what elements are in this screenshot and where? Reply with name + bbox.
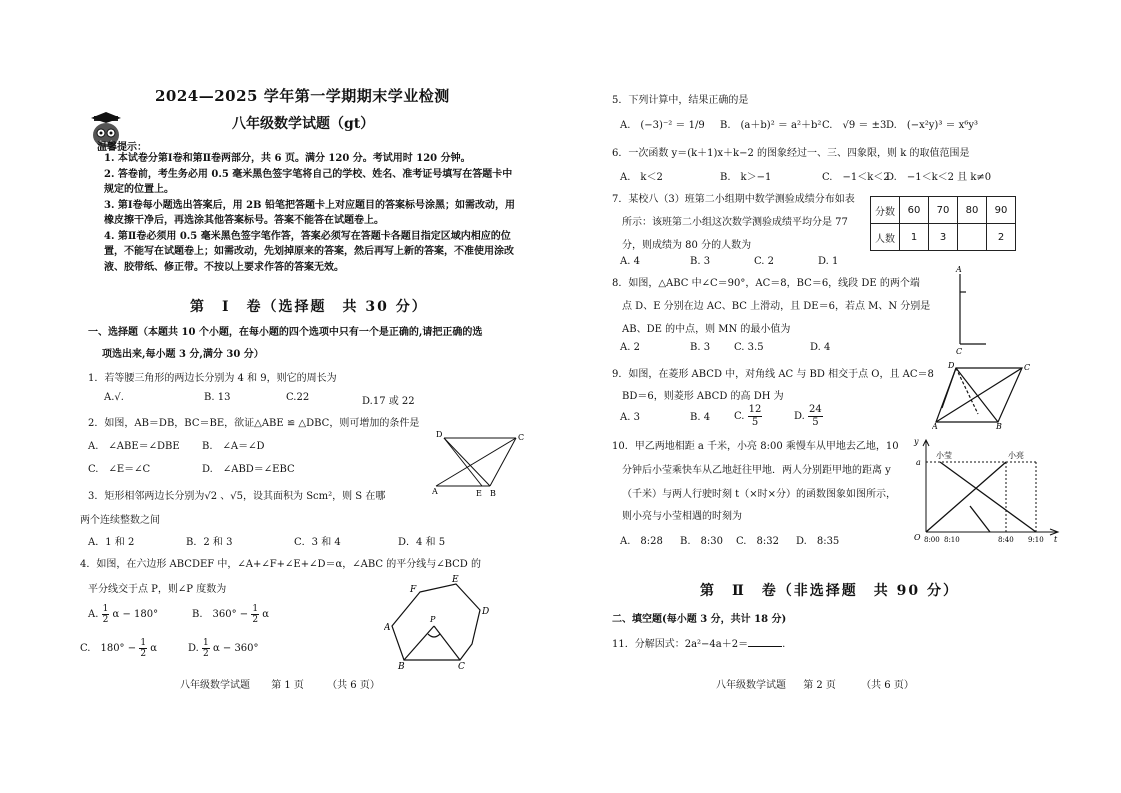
question-2-stem: 2．如图，AB＝DB，BC＝BE，欲证△ABE ≌ △DBC，则可增加的条件是: [88, 418, 420, 429]
fig-label: C: [518, 433, 525, 442]
question-9-stem: 9．如图，在菱形 ABCD 中，对角线 AC 与 BD 相交于点 O，且 AC＝8: [612, 369, 934, 380]
fig-label: E: [452, 575, 459, 585]
table-cell: 80: [958, 197, 987, 224]
q2-option-c: C. ∠E＝∠C: [88, 464, 151, 475]
question-4-stem: 4．如图，在六边形 ABCDEF 中，∠A+∠F+∠E+∠D＝α，∠ABC 的平分线与∠BCD 的: [80, 559, 481, 570]
q10-distance-time-graph: [910, 436, 1062, 548]
question-6-stem: 6．一次函数 y＝(k＋1)x＋k−2 的图象经过一、三、四象限，则 k 的取值范围是: [612, 148, 970, 159]
q7-option-d: D. 1: [818, 256, 839, 267]
y-axis-label: y: [914, 437, 919, 446]
table-row: [871, 224, 1016, 251]
table-row: [871, 197, 1016, 224]
q10-option-a: A. 8:28: [620, 536, 663, 547]
q8-option-b: B. 3: [690, 342, 711, 353]
q2-option-b: B. ∠A＝∠D: [202, 441, 265, 452]
q1-option-b: B. 13: [204, 392, 231, 403]
q7-option-b: B. 3: [690, 256, 711, 267]
exam-title: 2024—2025 学年第一学期期末学业检测: [155, 87, 450, 105]
series-label: 小莹: [936, 451, 952, 460]
table-cell: 分数: [871, 197, 900, 224]
part-1-heading-cont: 项选出来,每小题 3 分,满分 30 分）: [102, 349, 264, 360]
q10-option-b: B. 8:30: [680, 536, 723, 547]
q8-option-c: C. 3.5: [734, 342, 764, 353]
question-3-stem: 3．矩形相邻两边长分别为√2 、√5，设其面积为 Scm²，则 S 在哪: [88, 491, 386, 502]
tick-label: 8:10: [944, 536, 960, 544]
page-1-footer: 八年级数学试题 第 1 页 （共 6 页）: [180, 680, 380, 691]
question-4-stem-cont: 平分线交于点 P，则∠P 度数为: [88, 584, 227, 595]
q9-rhombus-figure: [932, 358, 1032, 430]
q7-option-c: C. 2: [754, 256, 775, 267]
q9-option-a: A. 3: [620, 412, 640, 423]
q9-option-d: D. $\frac{24}{5}$: [794, 404, 822, 428]
q10-option-c: C. 8:32: [736, 536, 779, 547]
part-1-heading: 一、选择题（本题共 10 个小题，在每小题的四个选项中只有一个是正确的,请把正确的选: [88, 327, 483, 338]
q6-option-c: C. −1＜k＜2: [822, 172, 890, 183]
q2-triangle-figure: [432, 428, 528, 498]
table-cell: 90: [987, 197, 1016, 224]
q7-score-table: [870, 196, 1016, 251]
fig-label: B: [996, 422, 1002, 430]
exam-subtitle: 八年级数学试题（gt）: [232, 116, 375, 132]
q1-option-d: D.17 或 22: [362, 396, 415, 407]
question-10-stem-cont3: 则小亮与小莹相遇的时刻为: [622, 511, 742, 522]
question-10-stem-cont: 分钟后小莹乘快车从乙地赶往甲地．两人分别距甲地的距离 y: [622, 465, 891, 476]
part-2-heading: 二、填空题(每小题 3 分，共计 18 分): [612, 614, 787, 625]
q9-option-c: C. $\frac{12}{5}$: [734, 404, 762, 428]
q7-option-a: A. 4: [620, 256, 640, 267]
answer-blank: [748, 637, 782, 647]
fig-label: F: [410, 585, 417, 595]
q5-option-c: C. √9 ＝ ±3: [822, 120, 887, 131]
table-cell: 3: [929, 224, 958, 251]
q6-option-d: D. −1＜k＜2 且 k≠0: [886, 172, 992, 183]
q6-option-a: A. k＜2: [620, 172, 663, 183]
table-cell: 70: [929, 197, 958, 224]
table-cell: 1: [900, 224, 929, 251]
table-cell: 人数: [871, 224, 900, 251]
question-8-stem-cont2: AB、DE 的中点，则 MN 的最小值为: [622, 324, 791, 335]
fig-label: B: [398, 662, 405, 670]
tick-label: 8:40: [998, 536, 1014, 544]
page-2-footer: 八年级数学试题 第 2 页 （共 6 页）: [716, 680, 914, 691]
question-7-stem-cont2: 分，则成绩为 80 分的人数为: [622, 240, 752, 251]
q4-option-d: D. $\frac{1}{2}$ α − 360°: [188, 638, 259, 659]
q4-option-c: C. 180° − $\frac{1}{2}$ α: [80, 638, 157, 659]
fig-label: E: [476, 489, 482, 498]
origin-label: O: [914, 533, 921, 542]
fig-label: B: [490, 489, 496, 498]
question-7-stem: 7．某校八（3）班第二小组期中数学测验成绩分布如表: [612, 194, 855, 205]
q3-option-a: A．1 和 2: [88, 537, 135, 548]
q1-option-c: C.22: [286, 392, 310, 403]
fig-label: D: [948, 361, 955, 370]
series-label: 小亮: [1008, 451, 1024, 460]
q4-hexagon-figure: [384, 574, 494, 670]
fig-label: C: [956, 347, 963, 356]
notice-title: 温馨提示：: [97, 142, 147, 153]
question-10-stem: 10．甲乙两地相距 a 千米，小亮 8:00 乘慢车从甲地去乙地，10: [612, 441, 899, 452]
q5-option-b: B. (a＋b)² ＝ a²＋b²: [720, 120, 822, 131]
question-8-stem: 8．如图，△ABC 中∠C＝90°，AC＝8，BC＝6，线段 DE 的两个端: [612, 278, 920, 289]
tick-label: 8:00: [924, 536, 940, 544]
question-11-stem: 11．分解因式：2a²−4a＋2＝ .: [612, 639, 786, 650]
a-label: a: [916, 458, 921, 467]
fig-label: A: [432, 487, 438, 496]
q10-option-d: D. 8:35: [796, 536, 840, 547]
table-cell: 2: [987, 224, 1016, 251]
q9-option-b: B. 4: [690, 412, 711, 423]
tick-label: 9:10: [1028, 536, 1044, 544]
fig-label: D: [482, 607, 490, 617]
notice-item: 1. 本试卷分第Ⅰ卷和第Ⅱ卷两部分，共 6 页。满分 120 分。考试用时 120 分钟。: [104, 153, 471, 164]
exam-page-2: [560, 0, 1121, 793]
notice-item: 4. 第Ⅱ卷必须用 0.5 毫米黑色签字笔作答，答案必须写在答题卡各题目指定区域内相应的位置，不能写在试题卷上；如需改动，先划掉原来的答案，然后再写上新的答案，不准使用涂改液、胶带纸、修正带。不按以上要求作答的答案无效。: [104, 230, 514, 273]
q4-option-a: A. $\frac{1}{2}$ α − 180°: [88, 604, 159, 625]
q1-option-a: A.√.: [104, 392, 124, 403]
section-1-title: 第 Ⅰ 卷（选择题 共 30 分）: [190, 299, 428, 315]
question-1-stem: 1．若等腰三角形的两边长分别为 4 和 9，则它的周长为: [88, 373, 337, 384]
q6-option-b: B. k＞−1: [720, 172, 772, 183]
question-3-stem-cont: 两个连续整数之间: [80, 515, 160, 526]
section-2-title: 第 Ⅱ 卷（非选择题 共 90 分）: [700, 583, 960, 599]
q5-option-d: D. (−x²y)³ ＝ x⁶y³: [886, 120, 978, 131]
notice-item: 2. 答卷前，考生务必用 0.5 毫米黑色签字笔将自己的学校、姓名、准考证号填写在答题卡中规定的位置上。: [104, 168, 513, 195]
question-10-stem-cont2: （千米）与两人行驶时刻 t（×时×分）的函数图象如图所示，: [622, 489, 896, 500]
fig-label: C: [1024, 363, 1031, 372]
exam-page-1: [0, 0, 560, 793]
notice-list: [90, 151, 522, 275]
fig-label: A: [384, 623, 391, 633]
fig-label: A: [932, 422, 938, 430]
table-cell: [958, 224, 987, 251]
q8-right-triangle-figure: [952, 262, 992, 356]
question-5-stem: 5．下列计算中，结果正确的是: [612, 95, 749, 106]
q8-option-a: A. 2: [620, 342, 640, 353]
q5-option-a: A. (−3)⁻² ＝ 1/9: [620, 120, 705, 131]
t-axis-label: t: [1054, 535, 1058, 544]
q8-option-d: D. 4: [810, 342, 831, 353]
q4-option-b: B. 360° − $\frac{1}{2}$ α: [192, 604, 270, 625]
fig-label: P: [430, 615, 436, 624]
question-7-stem-cont: 所示：该班第二小组这次数学测验成绩平均分是 77: [622, 217, 848, 228]
fig-label: C: [458, 662, 465, 670]
q3-option-b: B．2 和 3: [186, 537, 233, 548]
q2-option-a: A. ∠ABE＝∠DBE: [88, 441, 180, 452]
notice-item: 3. 第Ⅰ卷每小题选出答案后，用 2B 铅笔把答题卡上对应题目的答案标号涂黑；如需改动，用橡皮擦干净后，再选涂其他答案标号。答案不能答在试题卷上。: [104, 199, 515, 226]
q3-option-d: D．4 和 5: [398, 537, 446, 548]
question-8-stem-cont: 点 D、E 分别在边 AC、BC 上滑动，且 DE＝6，若点 M、N 分别是: [622, 301, 931, 312]
q2-option-d: D. ∠ABD＝∠EBC: [202, 464, 295, 475]
fig-label: D: [436, 430, 443, 439]
fig-label: A: [956, 265, 962, 274]
question-9-stem-cont: BD＝6，则菱形 ABCD 的高 DH 为: [622, 391, 784, 402]
table-cell: 60: [900, 197, 929, 224]
q3-option-c: C．3 和 4: [294, 537, 341, 548]
